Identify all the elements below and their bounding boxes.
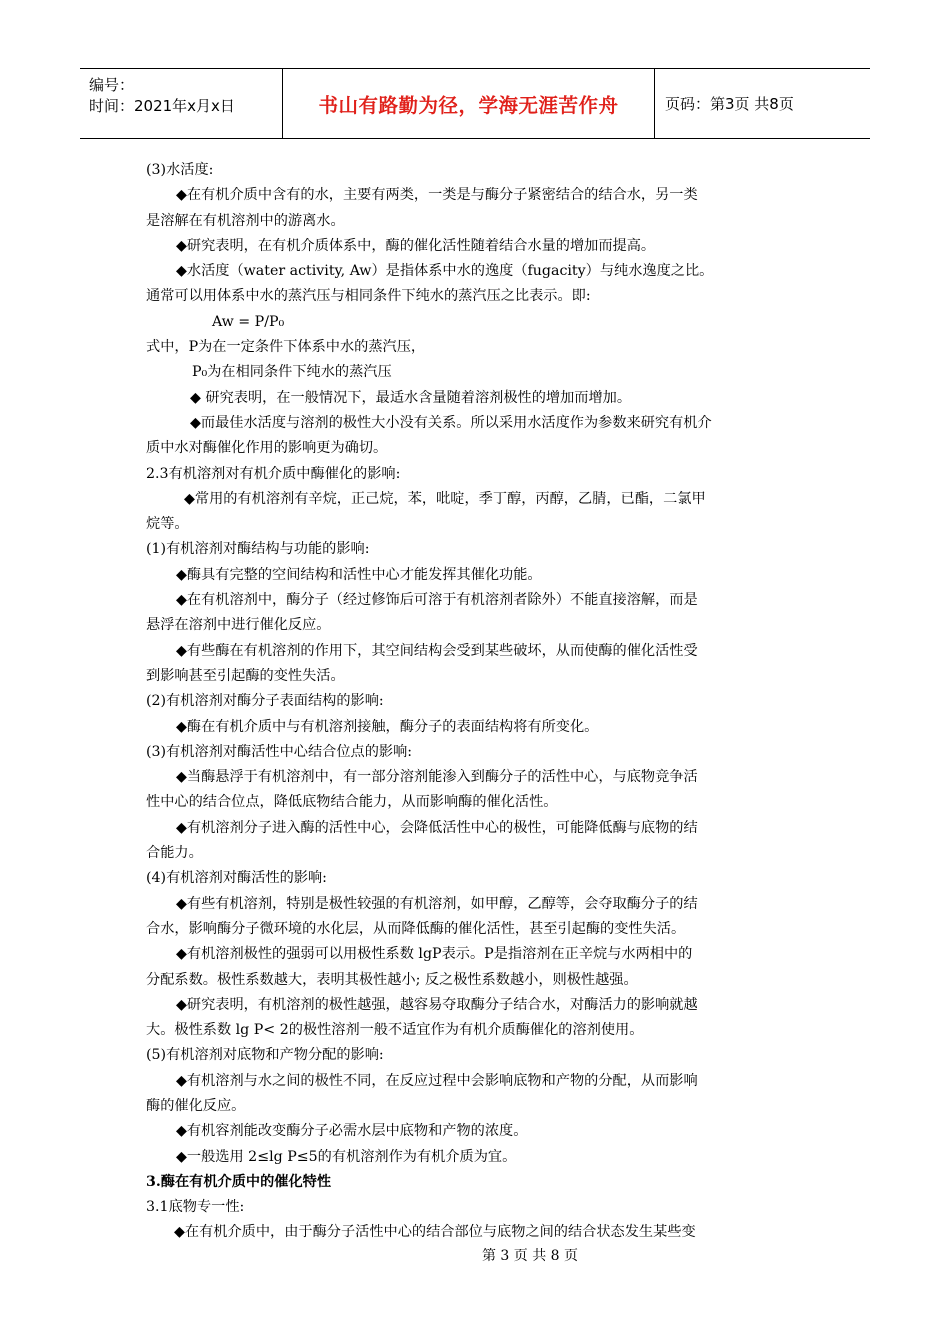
text-line: ◆研究表明，有机溶剂的极性越强，越容易夺取酶分子结合水，对酶活力的影响就越 <box>176 996 698 1013</box>
text-line: ◆酶具有完整的空间结构和活性中心才能发挥其催化功能。 <box>176 566 542 583</box>
time-label: 时间：2021年x月x日 <box>89 97 235 115</box>
document-body <box>146 158 810 1246</box>
text-line: ◆在有机介质中，由于酶分子活性中心的结合部位与底物之间的结合状态发生某些变 <box>174 1224 696 1241</box>
text-line: ◆有些酶在有机溶剂的作用下，其空间结构会受到某些破坏，从而使酶的催化活性受 <box>176 642 698 659</box>
text-line: ◆有些有机溶剂，特别是极性较强的有机溶剂，如甲醇，乙醇等，会夺取酶分子的结 <box>176 895 698 912</box>
text-line: (3)有机溶剂对酶活性中心结合位点的影响: <box>146 743 413 760</box>
text-line: 合能力。 <box>146 845 203 862</box>
text-line: 3.酶在有机介质中的催化特性 <box>146 1173 332 1190</box>
text-line: ◆常用的有机溶剂有辛烷，正己烷，苯，吡啶，季丁醇，丙醇，乙腈，已酯，二氯甲 <box>184 490 706 507</box>
text-line: 式中，P为在一定条件下体系中水的蒸汽压， <box>146 339 426 356</box>
text-line: 3.1底物专一性: <box>146 1199 245 1216</box>
text-line: 是溶解在有机溶剂中的游离水。 <box>146 212 345 229</box>
text-line: ◆有机溶剂极性的强弱可以用极性系数 lgP表示。P是指溶剂在正辛烷与水两相中的 <box>176 946 693 963</box>
text-line: 通常可以用体系中水的蒸汽压与相同条件下纯水的蒸汽压之比表示。即: <box>146 288 591 305</box>
text-line: ◆而最佳水活度与溶剂的极性大小没有关系。所以采用水活度作为参数来研究有机介 <box>190 414 712 431</box>
text-line: 到影响甚至引起酶的变性失活。 <box>146 667 345 684</box>
text-line: ◆有机溶剂与水之间的极性不同，在反应过程中会影响底物和产物的分配，从而影响 <box>176 1072 698 1089</box>
text-line: 分配系数。极性系数越大，表明其极性越小; 反之极性系数越小，则极性越强。 <box>146 971 638 988</box>
text-line: (5)有机溶剂对底物和产物分配的影响: <box>146 1047 384 1064</box>
text-line: (4)有机溶剂对酶活性的影响: <box>146 870 327 887</box>
header-page-label: 页码：第3页 共8页 <box>665 95 794 113</box>
text-line: 合水，影响酶分子微环境的水化层，从而降低酶的催化活性，甚至引起酶的变性失活。 <box>146 920 686 937</box>
text-line: Aw = P/P₀ <box>212 313 285 330</box>
text-line: 质中水对酶催化作用的影响更为确切。 <box>146 440 388 457</box>
text-line: 烷等。 <box>146 516 189 533</box>
text-line: ◆有机溶剂分子进入酶的活性中心，会降低活性中心的极性，可能降低酶与底物的结 <box>176 819 698 836</box>
text-line: ◆在有机介质中含有的水，主要有两类，一类是与酶分子紧密结合的结合水，另一类 <box>176 187 698 204</box>
header-motto: 书山有路勤为径，学海无涯苦作舟 <box>283 69 655 138</box>
text-line: 酶的催化反应。 <box>146 1097 246 1114</box>
text-line: ◆研究表明，在有机介质体系中，酶的催化活性随着结合水量的增加而提高。 <box>176 237 656 254</box>
text-line: ◆一般选用 2≤lg P≤5的有机溶剂作为有机介质为宜。 <box>176 1148 517 1165</box>
text-line: P₀为在相同条件下纯水的蒸汽压 <box>192 364 392 381</box>
text-line: ◆当酶悬浮于有机溶剂中，有一部分溶剂能渗入到酶分子的活性中心，与底物竞争活 <box>176 769 698 786</box>
header-meta <box>80 69 283 138</box>
text-line: (3)水活度: <box>146 162 214 178</box>
text-line: ◆有机容剂能改变酶分子必需水层中底物和产物的浓度。 <box>176 1123 528 1140</box>
text-line: (1)有机溶剂对酶结构与功能的影响: <box>146 541 370 558</box>
text-line: 大。极性系数 lg P< 2的极性溶剂一般不适宜作为有机介质酶催化的溶剂使用。 <box>146 1022 644 1039</box>
page-footer: 第 3 页 共 8 页 <box>481 1248 579 1264</box>
text-line: 悬浮在溶剂中进行催化反应。 <box>146 617 331 634</box>
text-line: ◆在有机溶剂中，酶分子（经过修饰后可溶于有机溶剂者除外）不能直接溶解，而是 <box>176 592 698 609</box>
text-line: 性中心的结合位点，降低底物结合能力，从而影响酶的催化活性。 <box>146 794 558 811</box>
text-line: (2)有机溶剂对酶分子表面结构的影响: <box>146 693 384 710</box>
text-line: ◆酶在有机介质中与有机溶剂接触，酶分子的表面结构将有所变化。 <box>176 718 599 735</box>
text-line: ◆ 研究表明，在一般情况下，最适水含量随着溶剂极性的增加而增加。 <box>190 389 632 406</box>
text-line: ◆水活度（water activity, Aw）是指体系中水的逸度（fugacity）与纯水逸度之比。 <box>176 263 714 280</box>
page-header <box>80 68 870 139</box>
serial-label: 编号： <box>89 76 135 94</box>
text-line: 2.3有机溶剂对有机介质中酶催化的影响: <box>146 465 401 482</box>
